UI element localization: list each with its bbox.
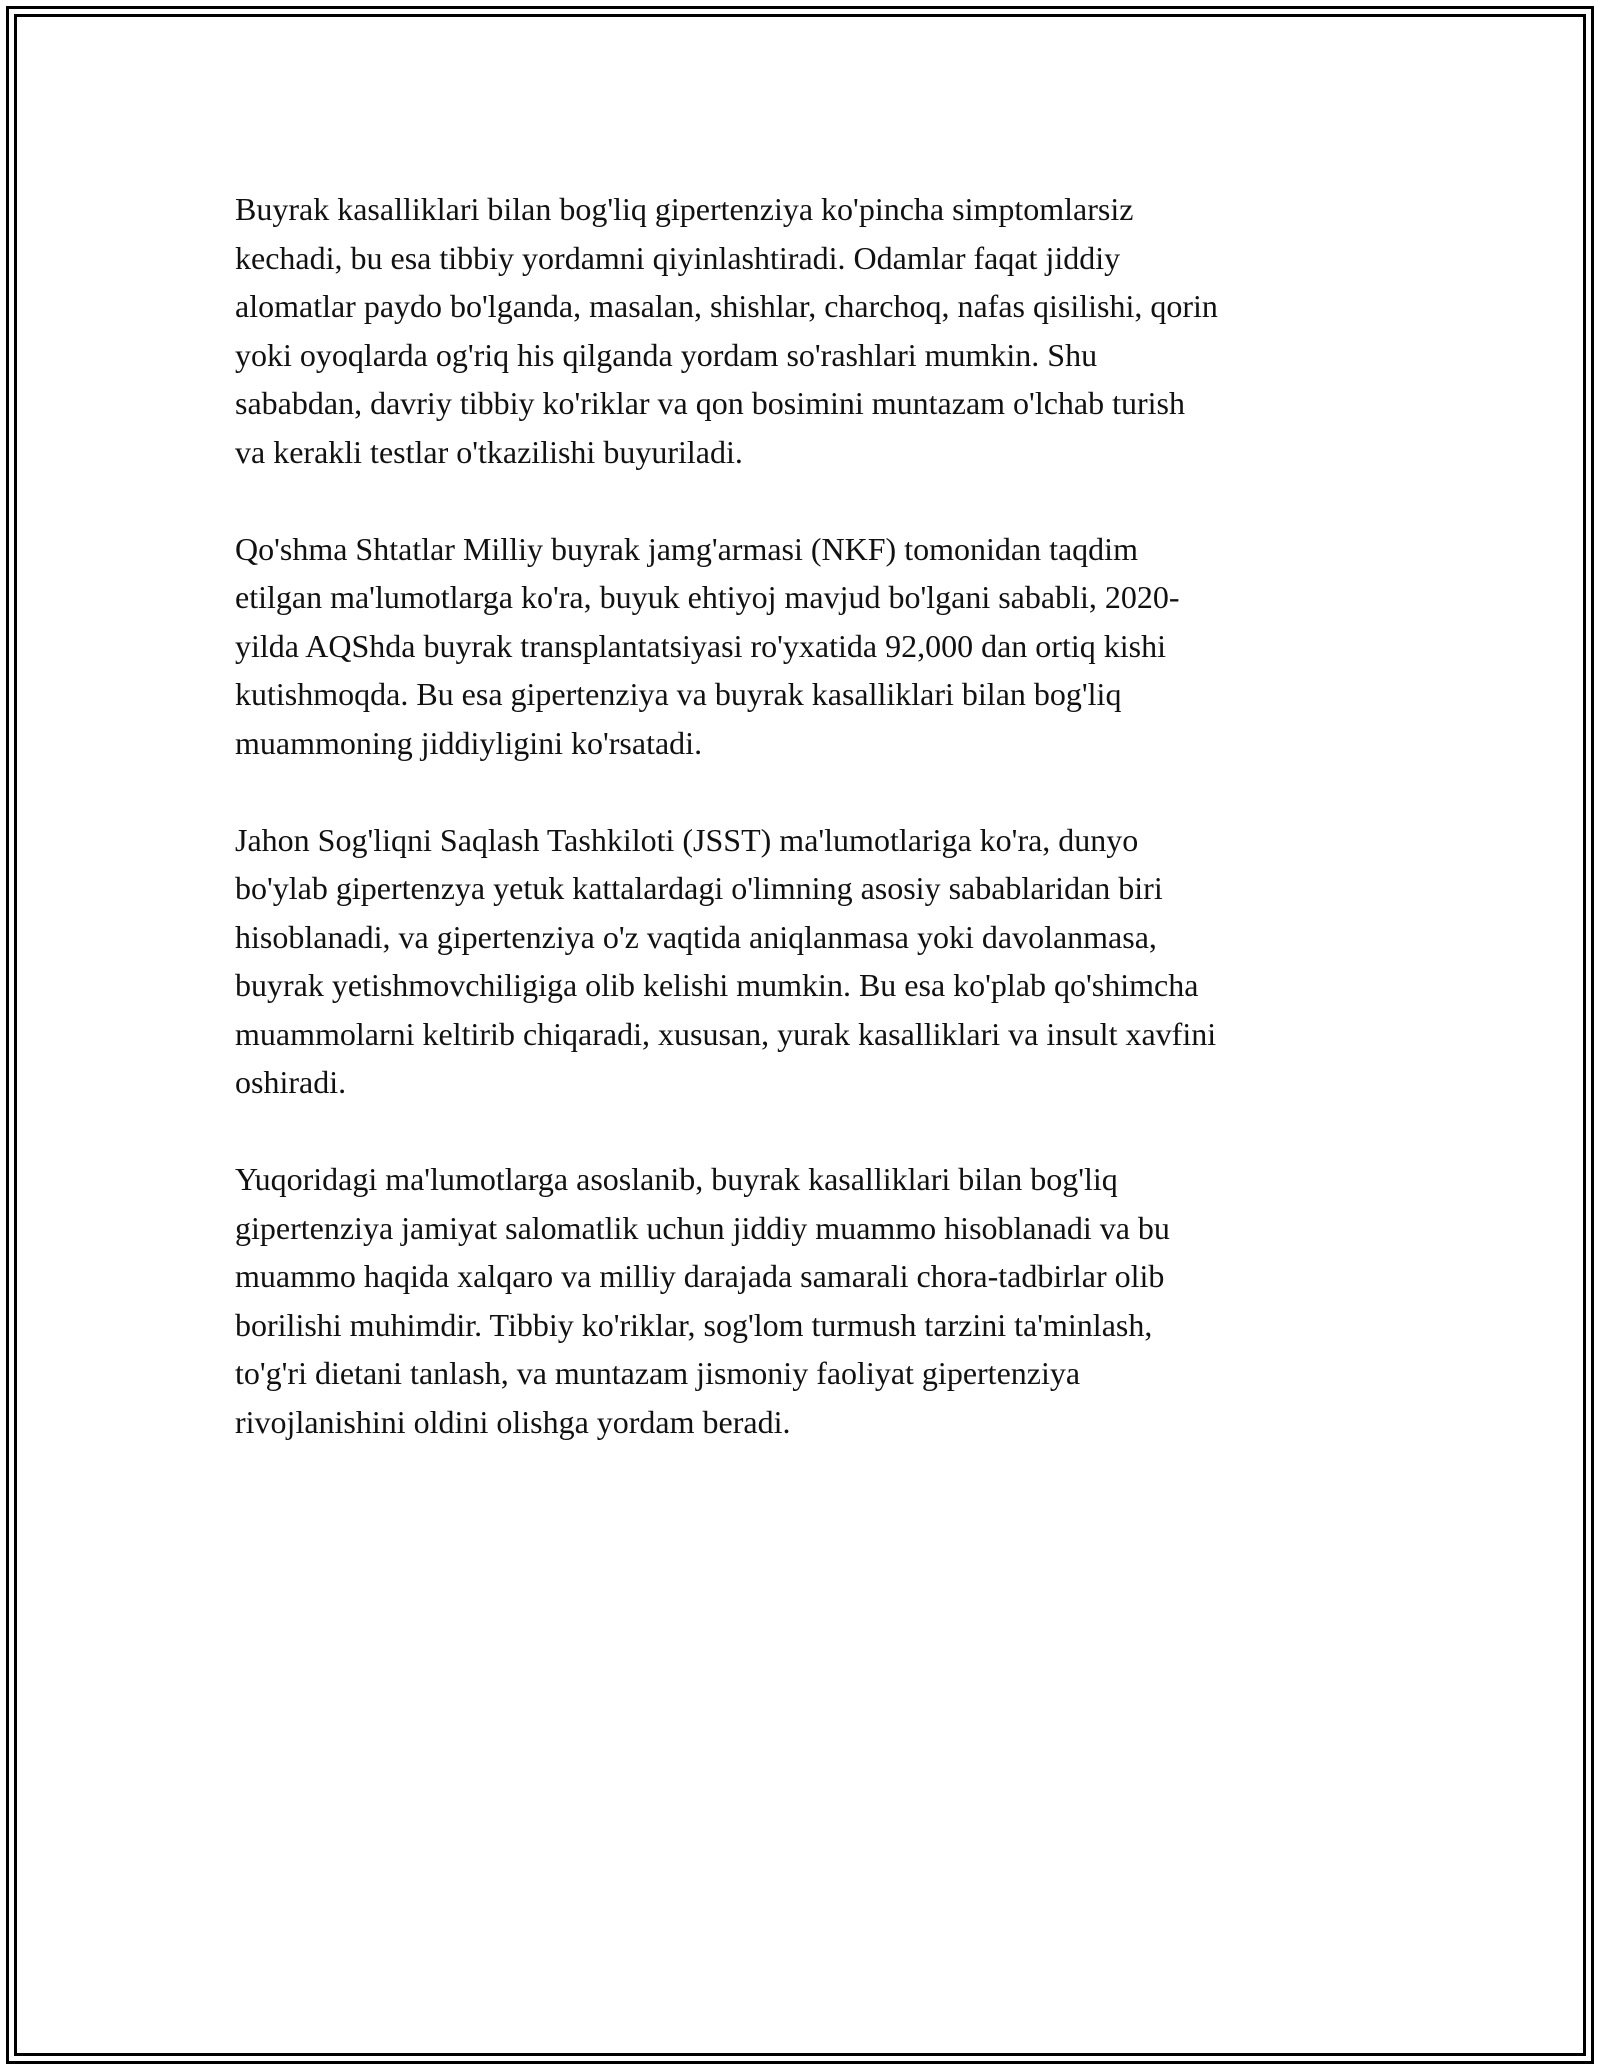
text-line: kutishmoqda. Bu esa gipertenziya va buyrak kasalliklari bilan bog'liq [235,676,1122,712]
paragraph-who [235,816,1385,1107]
paragraph-symptoms [235,185,1385,476]
text-line: borilishi muhimdir. Tibbiy ko'riklar, sog'lom turmush tarzini ta'minlash, [235,1306,1153,1343]
text-line: muammo haqida xalqaro va milliy darajada samarali chora-tadbirlar olib [235,1258,1165,1294]
text-line: to'g'ri dietani tanlash, va muntazam jismoniy faoliyat gipertenziya [235,1355,1081,1391]
text-line: Buyrak kasalliklari bilan bog'liq gipertenziya ko'pincha simptomlarsiz [235,191,1134,227]
text-line: Yuqoridagi ma'lumotlarga asoslanib, buyrak kasalliklari bilan bog'liq [235,1161,1118,1197]
text-line: oshiradi. [235,1064,347,1100]
text-line: gipertenziya jamiyat salomatlik uchun jiddiy muammo hisoblanadi va bu [235,1209,1170,1246]
text-line: etilgan ma'lumotlarga ko'ra, buyuk ehtiyoj mavjud bo'lgani sababli, 2020- [235,579,1180,615]
text-line: muammoning jiddiyligini ko'rsatadi. [235,724,703,761]
paragraph-conclusion [235,1155,1385,1446]
text-line: rivojlanishini oldini olishga yordam beradi. [235,1403,791,1440]
text-line: va kerakli testlar o'tkazilishi buyuriladi. [235,433,743,470]
text-line: Qo'shma Shtatlar Milliy buyrak jamg'armasi (NKF) tomonidan taqdim [235,530,1138,567]
text-line: sababdan, davriy tibbiy ko'riklar va qon bosimini muntazam o'lchab turish [235,385,1185,421]
text-line: bo'ylab gipertenzya yetuk kattalardagi o'limning asosiy sabablaridan biri [235,870,1163,906]
document-body [235,185,1385,1495]
text-line: muammolarni keltirib chiqaradi, xususan, yurak kasalliklari va insult xavfini [235,1015,1217,1052]
paragraph-nkf [235,525,1385,768]
text-line: buyrak yetishmovchiligiga olib kelishi mumkin. Bu esa ko'plab qo'shimcha [235,967,1199,1003]
text-line: yilda AQShda buyrak transplantatsiyasi ro'yxatida 92,000 dan ortiq kishi [235,627,1166,664]
text-line: yoki oyoqlarda og'riq his qilganda yordam so'rashlari mumkin. Shu [235,336,1098,373]
text-line: Jahon Sog'liqni Saqlash Tashkiloti (JSST) ma'lumotlariga ko'ra, dunyo [235,821,1139,858]
text-line: alomatlar paydo bo'lganda, masalan, shishlar, charchoq, nafas qisilishi, qorin [235,288,1218,324]
text-line: kechadi, bu esa tibbiy yordamni qiyinlashtiradi. Odamlar faqat jiddiy [235,239,1121,276]
text-line: hisoblanadi, va gipertenziya o'z vaqtida aniqlanmasa yoki davolanmasa, [235,918,1157,955]
